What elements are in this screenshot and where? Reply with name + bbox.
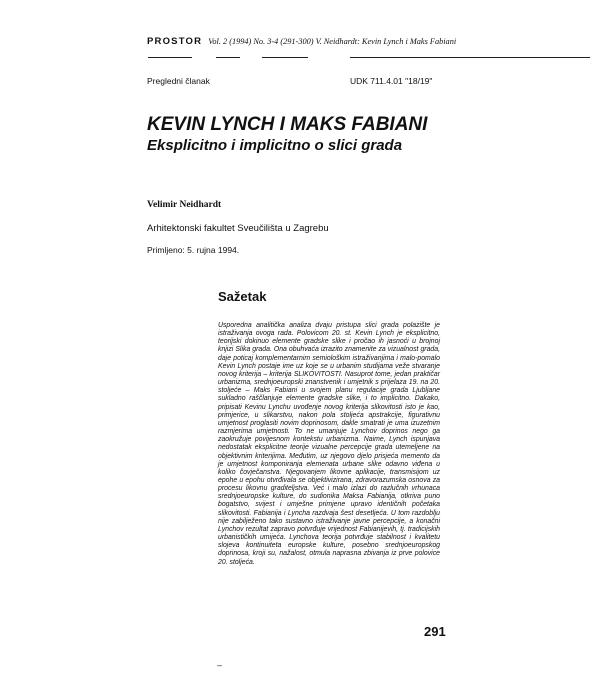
page-number: 291 [424, 624, 446, 639]
header-rule-long [350, 57, 590, 58]
header-rule-tiny [216, 57, 240, 58]
footer-mark: – [217, 660, 223, 670]
article-subtitle: Eksplicitno i implicitno o slici grada [147, 137, 403, 154]
running-header [147, 36, 587, 47]
author-affiliation: Arhitektonski fakultet Sveučilišta u Zagrebu [147, 223, 329, 234]
abstract-heading: Sažetak [218, 289, 267, 304]
abstract-text: Usporedna analitička analiza dvaju pristupa slici grada polazište je istraživanja ovoga rada. Polovicom 20. st. Kevin Lynch je eksplicitno, teorijski dokinuo elemente gradske slike i pročao ih jasnoći u brojnoj knjizi Slika grada. Ona obuhvaća izrazito znamenite za vizualnost grada, daje poticaj komplementarnim semiološkim istraživanjima i malo-pomalo Kevin Lynch postaje ime uz koje se u urbanim studijama veže stvaranje novog kriterija – kriterija SLIKOVITOSTI. Nasuprot tome, jedan praktičar urbanizma, srednjoeuropski znanstvenik i umjetnik s prijelaza 19. na 20. stoljeće – Maks Fabiani u svojem planu regulacije grada Ljubljane sukladno raščlanjuje elemente gradske slike, i to implicitno. Dakako, pripisati Kevinu Lynchu uvođenje novog kriterija slikovitosti isto je kao, primjerice, u slikarstvu, nakon pola stoljeća apstrakcije, figurativnu umjetnost proglasiti novim doprinosom, dakle smatrati je uma izuzetnim razmjerima umjetnosti. To ne umanjuje Lynchov doprinos nego ga zaokružuje povijesnom kontekstu urbanizma. Naime, Lynch ispunjava nedostatak eksplicitne teorije vizualne percepcije grada utemeljene na objektivnim kriterijima. Međutim, uz njegovo djelo prisjeća memento da je umjetnost komponiranja elemenata urbane slike odavno viđena u koliko čovječanstva. Njegovanjem likovne aplikacije, transmisijom uz epohe u epohu otvrđivala se objektivizirana, zdravorazumska osnova za procesu likovnu graditeljstva. Već i malo izlazi do razlučnih vrhunaca srednjoeuropske kulture, do sudionika Maksa Fabianija, otkriva puno bogatstvo, svijest i umješne primjene upravo identičnih početaka slikovitosti. Fabianija i Lyncha razdvaja šest desetljeća. U tom razdoblju nije zabilježeno tako sustavno istraživanje javne percepcije, a konačni Lynchov rezultat zapravo potvrđuje vrijednost Fabianijevih, tj. tradicijskih urbanističkih umijeća. Lynchova teorija potvrđuje stabilnost i kvalitetu slojeva kontinuiteta europske kulture, posebno srednjoeuropskog doprinosa, kroji su, nažalost, otmula naprasna zbivanja iz prve polovice 20. stoljeća. [218, 322, 440, 566]
article-title: KEVIN LYNCH I MAKS FABIANI [147, 114, 428, 135]
journal-name: PROSTOR [147, 36, 203, 47]
received-date: Primljeno: 5. rujna 1994. [147, 245, 240, 255]
author-name: Velimir Neidhardt [147, 200, 222, 210]
udk-code: UDK 711.4.01 "18/19" [350, 76, 433, 86]
header-rule-short [148, 57, 192, 58]
header-rule-mid [262, 57, 308, 58]
header-citation: Vol. 2 (1994) No. 3-4 (291-300) V. Neidhardt: Kevin Lynch i Maks Fabiani [208, 37, 457, 46]
article-type: Pregledni članak [147, 76, 210, 86]
